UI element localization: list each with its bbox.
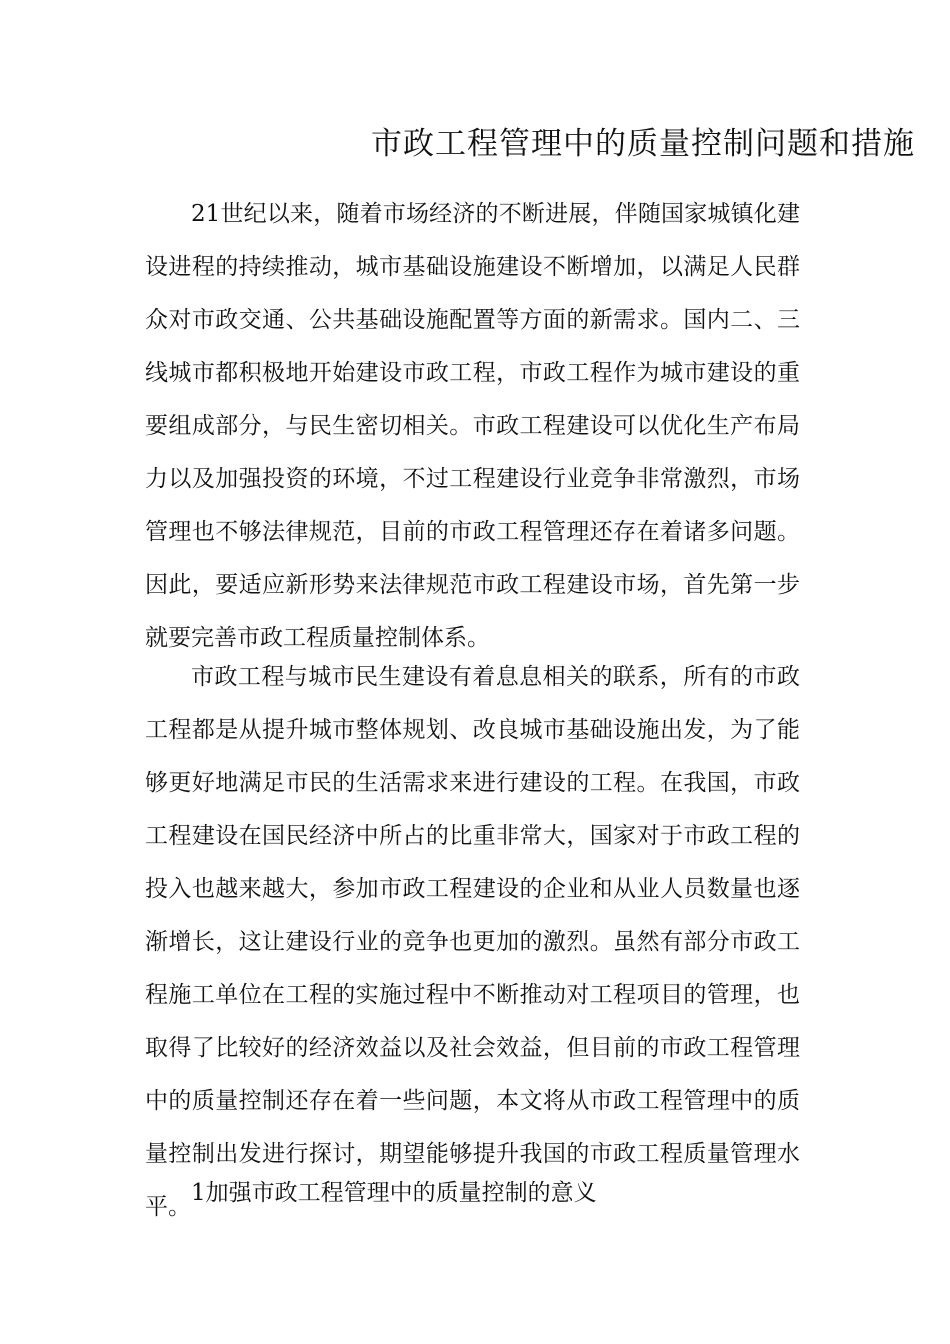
section-heading: 1加强市政工程管理中的质量控制的意义 — [191, 1180, 597, 1206]
body-paragraph-1: 21世纪以来，随着市场经济的不断进展，伴随国家城镇化建设进程的持续推动，城市基础设施建设不断增加，以满足人民群众对市政交通、公共基础设施配置等方面的新需求。国内二、三线城市都积极地开始建设市政工程，市政工程作为城市建设的重要组成部分，与民生密切相关。市政工程建设可以优化生产布局力以及加强投资的环境，不过工程建设行业竞争非常激烈，市场管理也不够法律规范，目前的市政工程管理还存在着诸多问题。因此，要适应新形势来法律规范市政工程建设市场，首先第一步就要完善市政工程质量控制体系。 — [145, 201, 800, 651]
document-title: 市政工程管理中的质量控制问题和措施 — [371, 126, 915, 162]
body-paragraph-2: 市政工程与城市民生建设有着息息相关的联系，所有的市政工程都是从提升城市整体规划、改良城市基础设施出发，为了能够更好地满足市民的生活需求来进行建设的工程。在我国，市政工程建设在国民经济中所占的比重非常大，国家对于市政工程的投入也越来越大，参加市政工程建设的企业和从业人员数量也逐渐增长，这让建设行业的竞争也更加的激烈。虽然有部分市政工程施工单位在工程的实施过程中不断推动对工程项目的管理，也取得了比较好的经济效益以及社会效益，但目前的市政工程管理中的质量控制还存在着一些问题，本文将从市政工程管理中的质量控制出发进行探讨，期望能够提升我国的市政工程质量管理水平。 — [145, 664, 800, 1220]
